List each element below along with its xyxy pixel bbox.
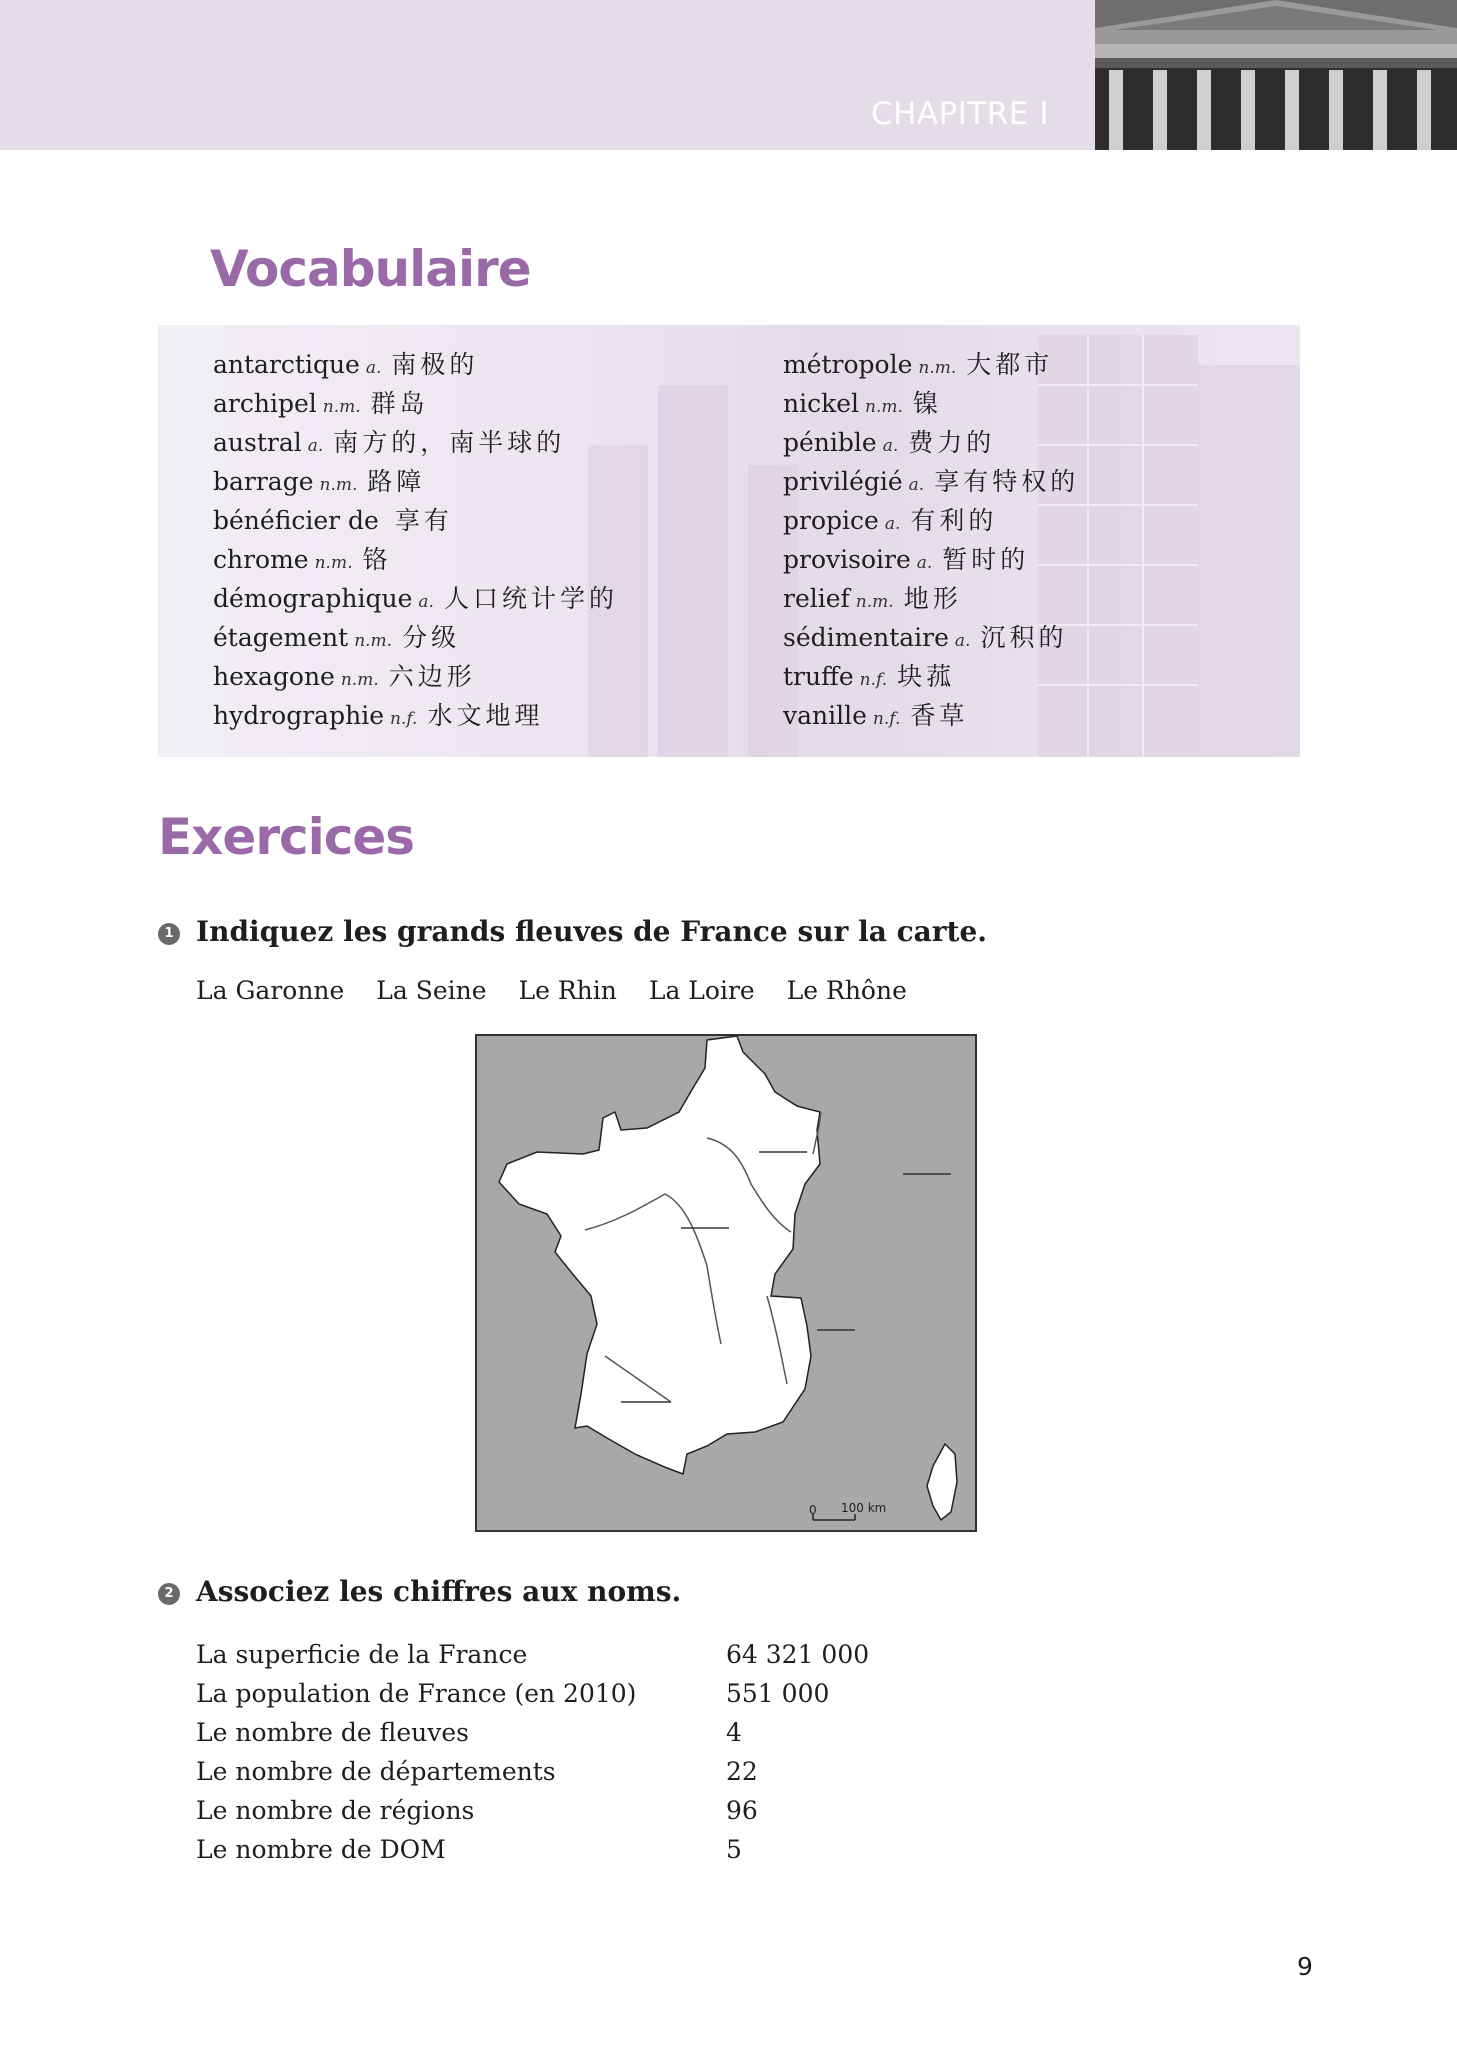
vocabulary-column-right (783, 345, 1079, 735)
vocab-entry: vanille n.f. 香草 (783, 701, 969, 730)
vocab-entry: sédimentaire a. 沉积的 (783, 623, 1068, 652)
page-number: 9 (1297, 1952, 1313, 1981)
river-list (196, 976, 931, 1005)
chapter-header (0, 0, 1457, 150)
map-scale-zero: 0 (809, 1503, 817, 1517)
vocab-entry: hydrographie n.f. 水文地理 (213, 701, 544, 730)
vocab-entry: hexagone n.m. 六边形 (213, 662, 476, 691)
association-table (196, 1635, 996, 1869)
vocab-entry: métropole n.m. 大都市 (783, 350, 1054, 379)
vocab-entry: bénéficier de 享有 (213, 506, 453, 535)
exercises-title: Exercices (158, 808, 415, 866)
vocab-entry: chrome n.m. 铬 (213, 545, 392, 574)
chapter-label: CHAPITRE Ⅰ (870, 96, 1049, 132)
vocab-entry: privilégié a. 享有特权的 (783, 467, 1080, 496)
river-name: La Loire (648, 976, 755, 1005)
river-name: Le Rhône (786, 976, 907, 1005)
vocab-entry: nickel n.m. 镍 (783, 389, 942, 418)
vocab-entry: barrage n.m. 路障 (213, 467, 426, 496)
france-map (475, 1034, 977, 1532)
vocabulary-title: Vocabulaire (210, 240, 531, 298)
map-scale-label: 100 km (841, 1501, 887, 1515)
vocab-entry: relief n.m. 地形 (783, 584, 962, 613)
exercise-1-instruction: 1 Indiquez les grands fleuves de France sur la carte. (158, 915, 987, 948)
vocab-entry: propice a. 有利的 (783, 506, 998, 535)
association-row: Le nombre de régions 96 (196, 1796, 758, 1825)
exercise-number-badge: 2 (158, 1583, 180, 1605)
exercise-2-instruction: 2 Associez les chiffres aux noms. (158, 1575, 681, 1608)
vocab-entry: archipel n.m. 群岛 (213, 389, 429, 418)
association-row: Le nombre de départements 22 (196, 1757, 758, 1786)
vocab-entry: démographique a. 人口统计学的 (213, 584, 618, 613)
vocabulary-column-left (213, 345, 618, 735)
vocab-entry: provisoire a. 暂时的 (783, 545, 1030, 574)
vocab-entry: étagement n.m. 分级 (213, 623, 461, 652)
association-row: La superficie de la France 64 321 000 (196, 1640, 870, 1669)
river-name: Le Rhin (518, 976, 617, 1005)
vocab-entry: austral a. 南方的，南半球的 (213, 428, 566, 457)
building-photo (1095, 0, 1457, 150)
association-row: Le nombre de DOM 5 (196, 1835, 742, 1864)
vocab-entry: antarctique a. 南极的 (213, 350, 479, 379)
vocabulary-box (158, 325, 1300, 757)
exercise-number-badge: 1 (158, 923, 180, 945)
vocab-entry: truffe n.f. 块菰 (783, 662, 956, 691)
river-name: La Seine (376, 976, 487, 1005)
vocab-entry: pénible a. 费力的 (783, 428, 996, 457)
river-name: La Garonne (196, 976, 345, 1005)
association-row: La population de France (en 2010) 551 000 (196, 1679, 830, 1708)
association-row: Le nombre de fleuves 4 (196, 1718, 742, 1747)
